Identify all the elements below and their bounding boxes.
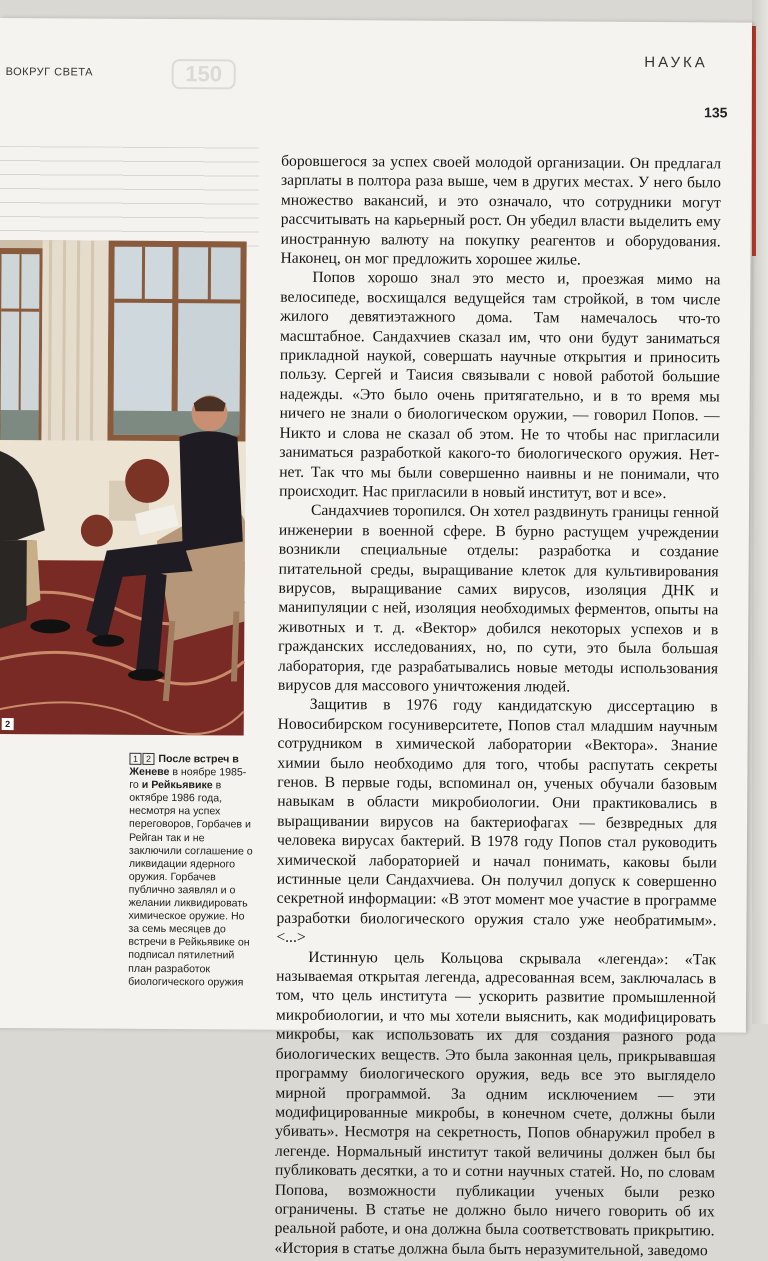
magazine-title: ВОКРУГ СВЕТА <box>6 66 93 79</box>
page-number: 135 <box>704 104 727 120</box>
article-paragraph: Истинную цель Кольцова скрывала «легенда»: «Так называемая открытая легенда, адресованная всем, заключалась в том, что цель института — ускорить развитие промышленной микробиологии, и что мы хотели выяснить, как модифицировать микробы, как использовать их для создания разного рода биологических веществ. Это была законная цель, прикрывавшая программу биологического оружия, ведь все это выглядело мирной программой. За одним исключением — эти модифицированные микробы, в конечном счете, должны были убивать». Несмотря на секретность, Попов обнаружил пробел в легенде. Нормальный институт такой величины должен был бы публиковать десятки, а то и сотни научных статей. Но, по словам Попова, возможности публикации ученых были резко ограничены. В статье не должно было ничего говорить об их реальной работе, и она должна была соответствовать прикрытию. «История в статье должна была быть неразумительной, заведомо <box>274 947 716 1260</box>
photo-illustration <box>0 240 247 736</box>
section-title: НАУКА <box>644 54 708 71</box>
photo-number: 2 <box>2 718 14 730</box>
caption-bold-1: После встреч в Женеве <box>129 753 238 778</box>
caption-number-2: 2 <box>142 753 154 765</box>
page-edge-accent <box>752 26 756 256</box>
magazine-page <box>0 18 752 1033</box>
article-paragraph: Сандахчиев торопился. Он хотел раздвинуть границы генной инженерии в военной сфере. В бурно растущем учреждении возникли специальные отделы: разработка и создание питательной среды, выращивание клеток для культивирования вирусов, выращивание самих вирусов, изоляция ДНК и манипуляции с ней, изоляция необходимых ферментов, опыты на животных и т. д. «Вектор» добился некоторых успехов и в гражданских исследованиях, но, по сути, это была большая лаборатория, где разрабатывались новые методы использования вирусов для массового уничтожения людей. <box>278 501 719 698</box>
anniversary-logo: 150 <box>172 59 236 89</box>
caption-text-1: в ноябре 1985-го <box>129 766 246 791</box>
article-paragraph: Попов хорошо знал это место и, проезжая мимо на велосипеде, восхищался ведущейся там стройкой, в том числе жилого девятиэтажного дома. Там намечалось что-то масштабное. Сандахчиев сказал им, что они будут заниматься прикладной наукой, совершать научные открытия и приносить пользу. Сергей и Таисия связывали с новой работой большие надежды. «Это было очень притягательно, и в то время мы ничего не знали о биологическом оружии, — говорил Попов. — Никто и слова не сказал об этом. Не то чтобы нас пригласили заниматься разработкой какого-то биологического оружия. Нет-нет. Так что мы были совершенно наивны и не понимали, что происходит. Нас пригласили в новый институт, вот и все». <box>279 268 720 504</box>
caption-text-2: в октябре 1986 года, несмотря на успех переговоров, Горбачев и Рейган так и не заключили соглашение о ликвидации ядерного оружия. Горбачев публично заявлял и о желании ликвидировать химическое оружие. Но за семь месяцев до встречи в Рейкьявике он подписал пятилетний план разработок биологического оружия <box>128 780 253 989</box>
article-body <box>274 152 721 1261</box>
photo-gorbachev-reagan <box>0 240 247 736</box>
article-paragraph: боровшегося за успех своей молодой организации. Он предлагал зарплаты в полтора раза выше, чем в других местах. У него было множество вакансий, и это означало, что сотрудники могут рассчитывать на карьерный рост. Он убедил власти выделить ему иностранную валюту на покупку реагентов и оборудования. Наконец, он мог предложить хорошее жилье. <box>280 152 721 271</box>
photo-caption <box>128 753 253 989</box>
show-through-text <box>0 146 259 248</box>
caption-number-1: 1 <box>129 753 141 765</box>
caption-bold-2: и Рейкьявике <box>142 779 213 791</box>
article-paragraph: Защитив в 1976 году кандидатскую диссертацию в Новосибирском госуниверситете, Попов стал младшим научным сотрудником в химической лаборатории «Вектора». Знание химии было необходимо для того, чтобы распутать секреты генов. В первые годы, вспоминал он, ученых обучали базовым навыкам в области микробиологии. Они практиковались в выращивании вирусов на бактериофагах — безвредных для человека вирусах бактерий. В 1978 году Попов стал руководить химической лабораторией и начал понимать, каковы были истинные цели Сандахчиева. Он получил допуск к совершенно секретной информации: «В этот момент мое участие в программе разработки биологического оружия стало уже необратимым». <...> <box>276 695 718 950</box>
